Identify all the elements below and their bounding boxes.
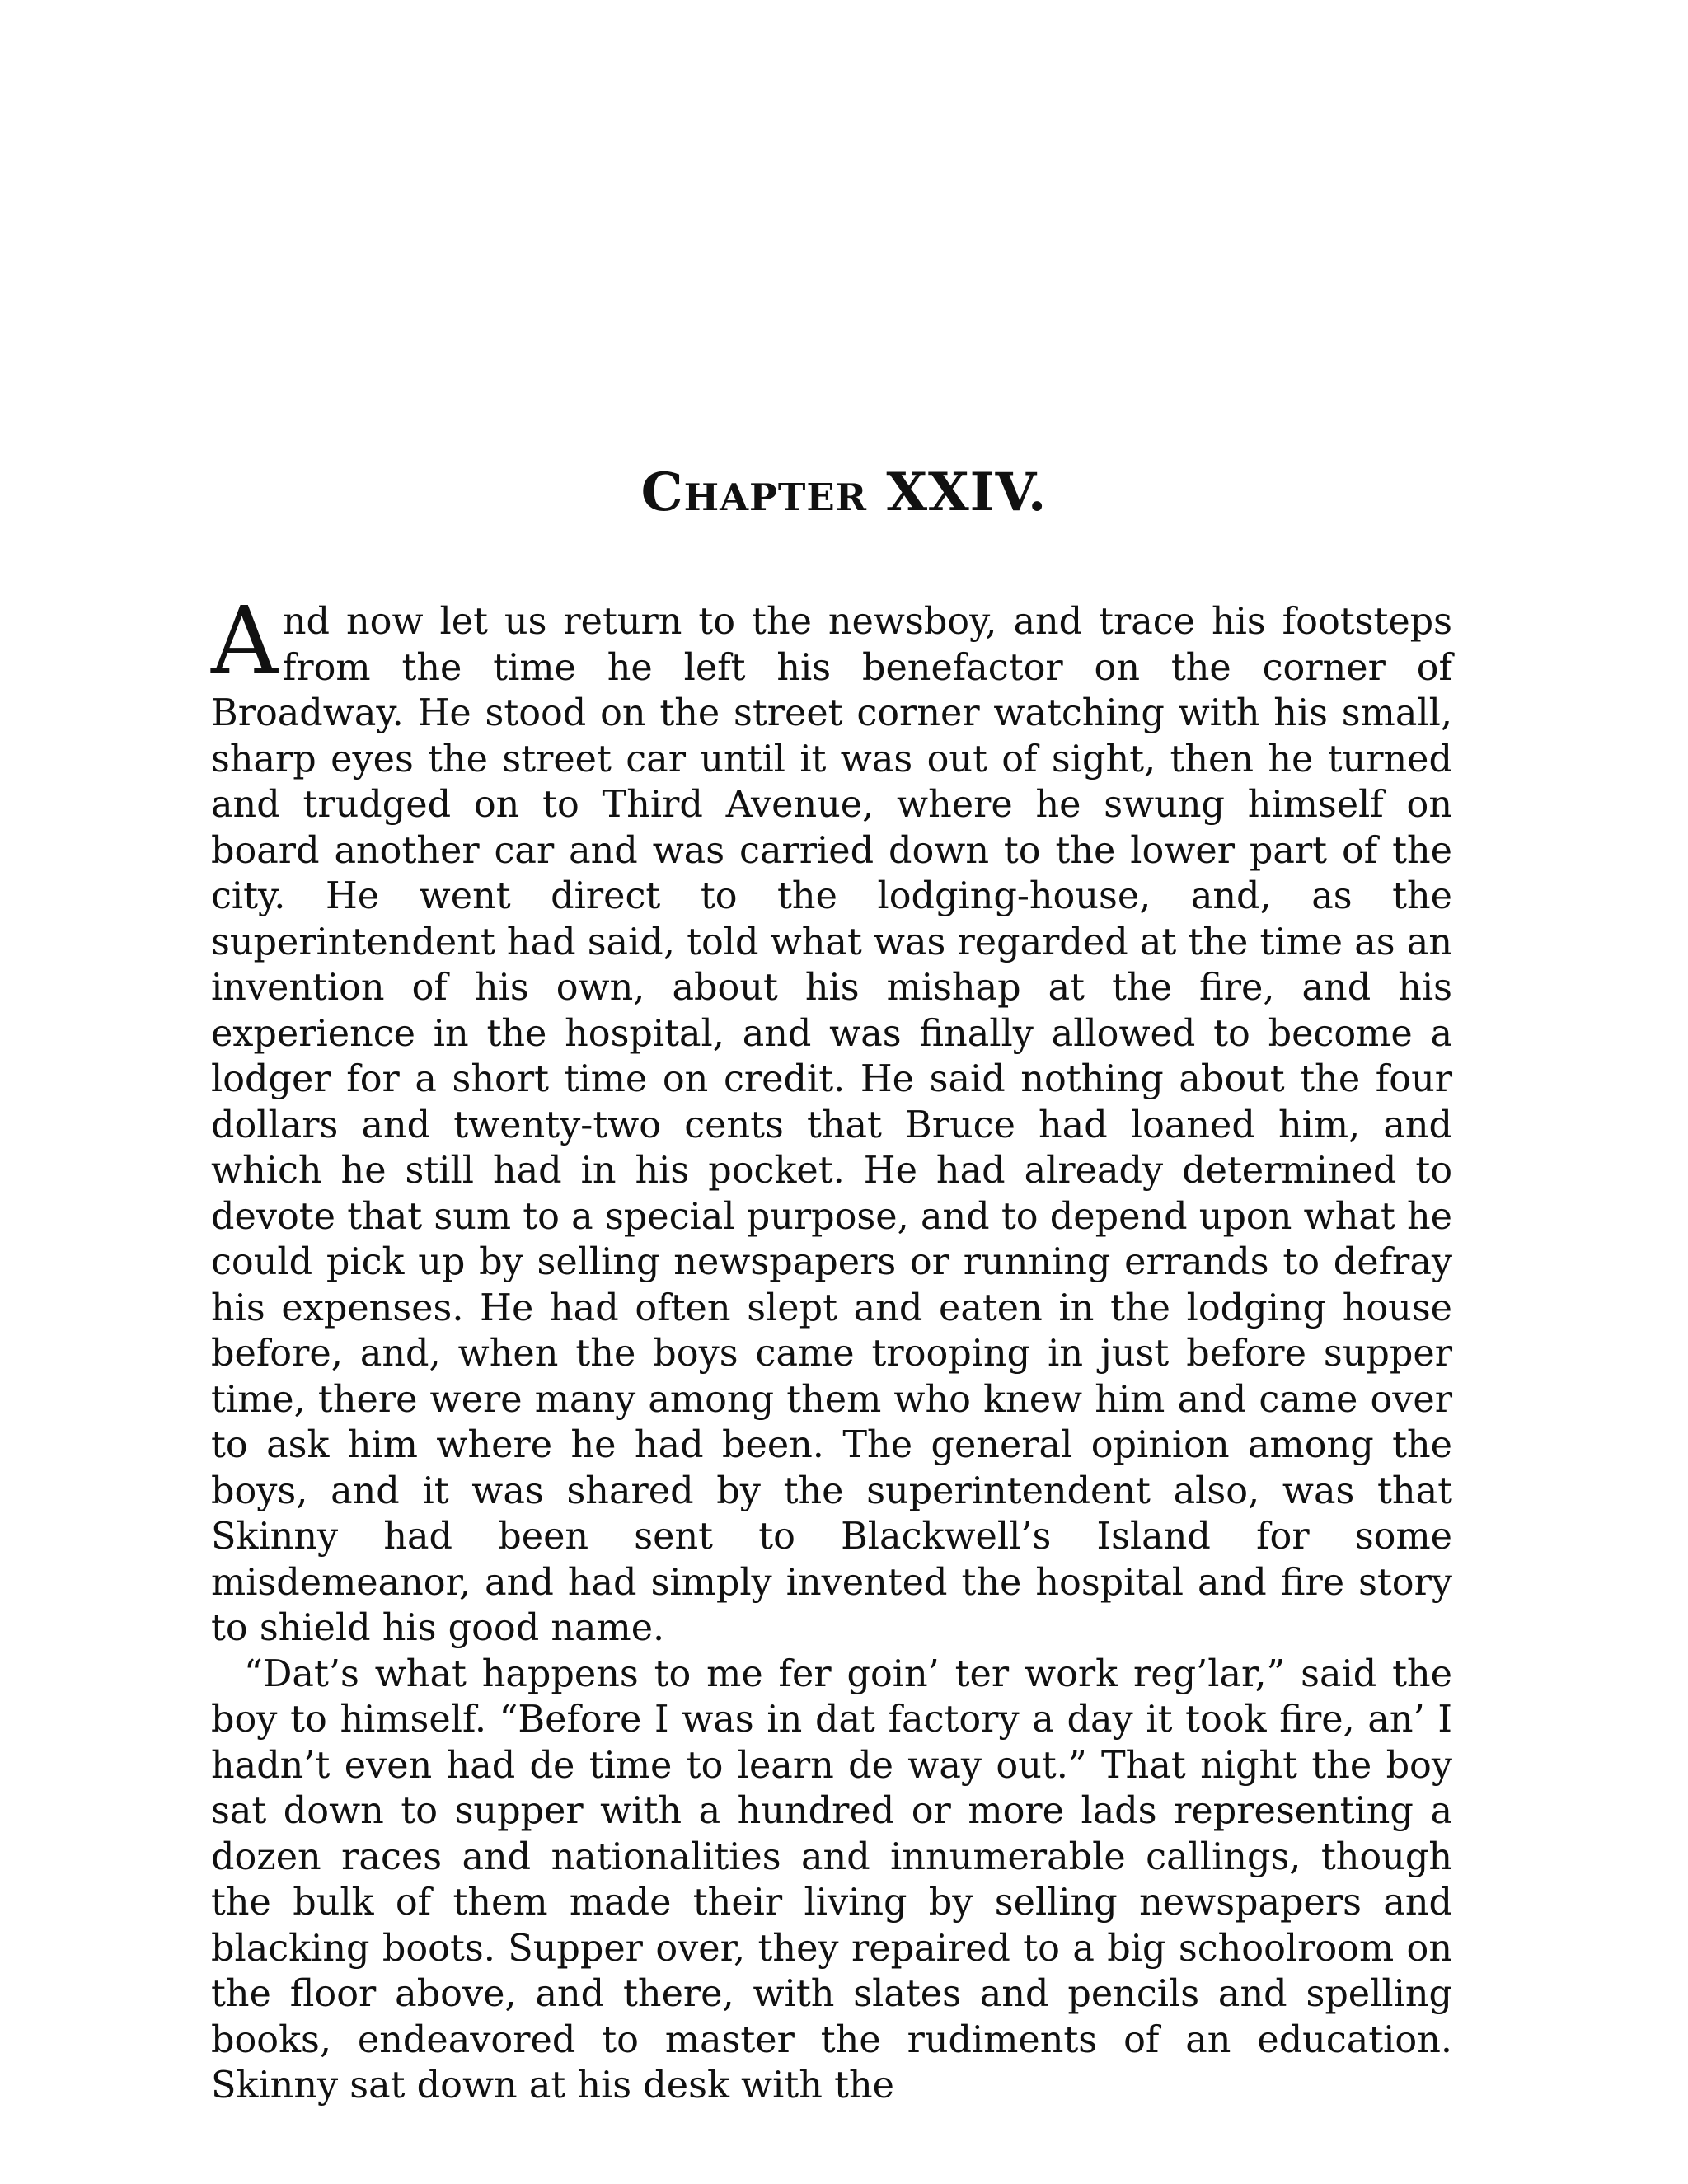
paragraph-second <box>211 1652 1452 2109</box>
paragraph-first-text: nd now let us return to the newsboy, and trace his footsteps from the time he left his benefactor on the corner of Broadway. He stood on the street corner watching with his small, sharp eyes the street car until it was out of sight, then he turned and trudged on to Third Avenue, where he swung himself on board another car and was carried down to the lower part of the city. He went direct to the lodging-house, and, as the superintendent had said, told what was regarded at the time as an invention of his own, about his mishap at the fire, and his experience in the hospital, and was finally allowed to become a lodger for a short time on credit. He said nothing about the four dollars and twenty-two cents that Bruce had loaned him, and which he still had in his pocket. He had already determined to devote that sum to a special purpose, and to depend upon what he could pick up by selling newspapers or running errands to defray his expenses. He had often slept and eaten in the lodging house before, and, when the boys came trooping in just before supper time, there were many among them who knew him and came over to ask him where he had been. The general opinion among the boys, and it was shared by the superintendent also, was that Skinny had been sent to Blackwell’s Island for some misdemeanor, and had simply invented the hospital and fire story to shield his good name. <box>211 601 1452 1649</box>
paragraph-first <box>211 588 1452 1652</box>
chapter-title: Chapter XXIV. <box>640 462 1048 523</box>
paragraph-second-text: “Dat’s what happens to me fer goin’ ter work reg’lar,” said the boy to himself. “Before I was in dat factory a day it took fire, an’ I hadn’t even had de time to learn de way out.” That night the boy sat down to supper with a hundred or more lads representing a dozen races and nationalities and innumerable callings, though the bulk of them made their living by selling newspapers and blacking boots. Supper over, they repaired to a big schoolroom on the floor above, and there, with slates and pencils and spelling books, endeavored to master the rudiments of an education. Skinny sat down at his desk with the <box>211 1652 1452 2107</box>
drop-cap-letter: A <box>211 588 278 695</box>
body-text <box>211 588 1452 2109</box>
